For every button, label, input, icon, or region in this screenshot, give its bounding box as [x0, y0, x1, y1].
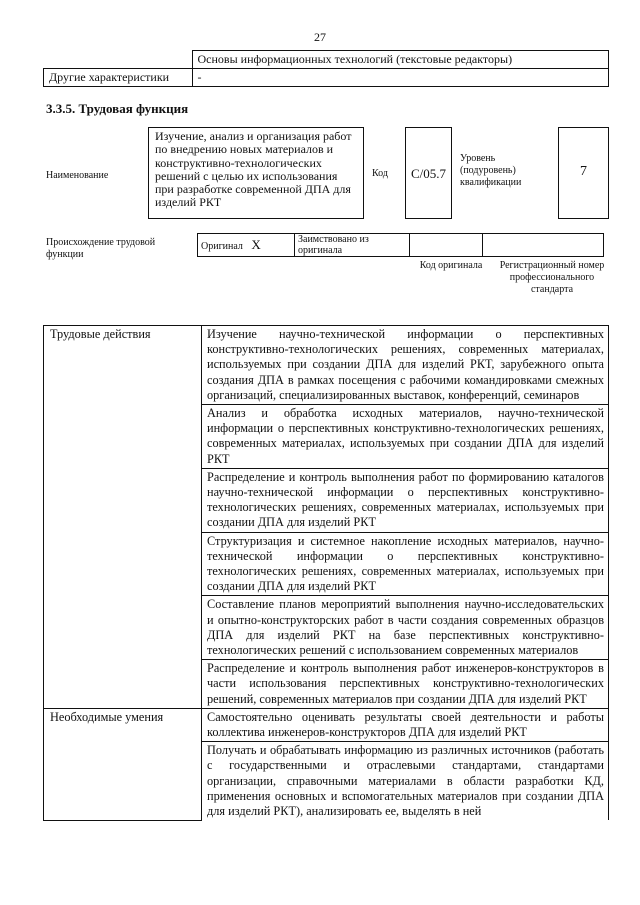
other-characteristics-label: Другие характеристики [44, 69, 193, 87]
labor-action: Изучение научно-технической информации о перспективных конструктивно-технологических решениях, современных материалах, используемых при создании ДПА для изделий РКТ, зарубежного опыта создания ДПА в рамках посещения с рабочими командировками смежных организаций, специализированных выставок, конференций, семинаров [202, 326, 609, 405]
top-characteristics-table [43, 50, 609, 87]
original-label: Оригинал [201, 240, 243, 252]
function-code-box: С/05.7 [405, 127, 452, 219]
labor-action: Распределение и контроль выполнения работ инженеров-конструкторов в части использования перспективных конструктивно-технологических решений, современных материалов при создании ДПА для изделий РКТ [202, 660, 609, 709]
table-row [44, 708, 609, 741]
registration-number-cell [483, 234, 604, 257]
labor-action: Анализ и обработка исходных материалов, научно-технической информации о перспективных конструктивно-технологических решениях, современных материалах, используемых при создании ДПА для изделий РКТ [202, 405, 609, 469]
skill-item: Получать и обрабатывать информацию из различных источников (работать с государственными и отраслевыми стандартами, стандартами организации, справочными материалами в области разработки КД, применения основных и вспомогательных материалов при создании ДПА для изделий РКТ), анализировать ее, выделять в ней [202, 742, 609, 821]
labor-actions-label: Трудовые действия [44, 326, 202, 709]
labor-action: Составление планов мероприятий выполнения научно-исследовательских и опытно-конструкторских работ в части создания современных образцов ДПА для изделий РКТ на базе перспективных конструктивно-технологических решений с использованием современных материалов [202, 596, 609, 660]
skills-label: Необходимые умения [44, 708, 202, 820]
qualification-level-box: 7 [558, 127, 609, 219]
labor-action: Распределение и контроль выполнения работ по формированию каталогов научно-технической информации о перспективных конструктивно-технологических решениях, современных материалах, используемых при создании ДПА для изделий РКТ [202, 468, 609, 532]
origin-label: Происхождение трудовой функции [46, 237, 156, 260]
section-heading: 3.3.5. Трудовая функция [46, 101, 189, 116]
code-label: Код [372, 168, 388, 179]
other-characteristics-value: - [192, 69, 609, 87]
original-code-cell [410, 234, 483, 257]
registration-number-caption: Регистрационный номер профессионального стандарта [499, 260, 605, 295]
origin-table [197, 233, 604, 257]
table-row [198, 234, 604, 257]
name-label: Наименование [46, 170, 109, 181]
labor-action: Структуризация и системное накопление исходных материалов, научно-технической информации о перспективных конструктивно-технологических решениях, современных материалах, используемых при создании ДПА для изделий РКТ [202, 532, 609, 596]
empty-cell [44, 51, 193, 69]
page-number: 27 [314, 30, 326, 44]
original-cell [198, 234, 295, 257]
table-row [44, 69, 609, 87]
labor-function-table [43, 325, 609, 821]
table-row [44, 51, 609, 69]
table-row [44, 326, 609, 405]
borrowed-cell: Заимствовано из оригинала [295, 234, 410, 257]
original-mark: X [251, 236, 261, 252]
level-label: Уровень (подуровень) квалификации [460, 153, 522, 188]
skill-item: Самостоятельно оценивать результаты своей деятельности и работы коллектива инженеров-конструкторов ДПА для изделий РКТ [202, 708, 609, 741]
function-name-box: Изучение, анализ и организация работ по внедрению новых материалов и конструктивно-технологических решений с целью их использования при разработке современной ДПА для изделий РКТ [148, 127, 364, 219]
knowledge-cell: Основы информационных технологий (текстовые редакторы) [192, 51, 609, 69]
original-code-caption: Код оригинала [419, 260, 483, 271]
